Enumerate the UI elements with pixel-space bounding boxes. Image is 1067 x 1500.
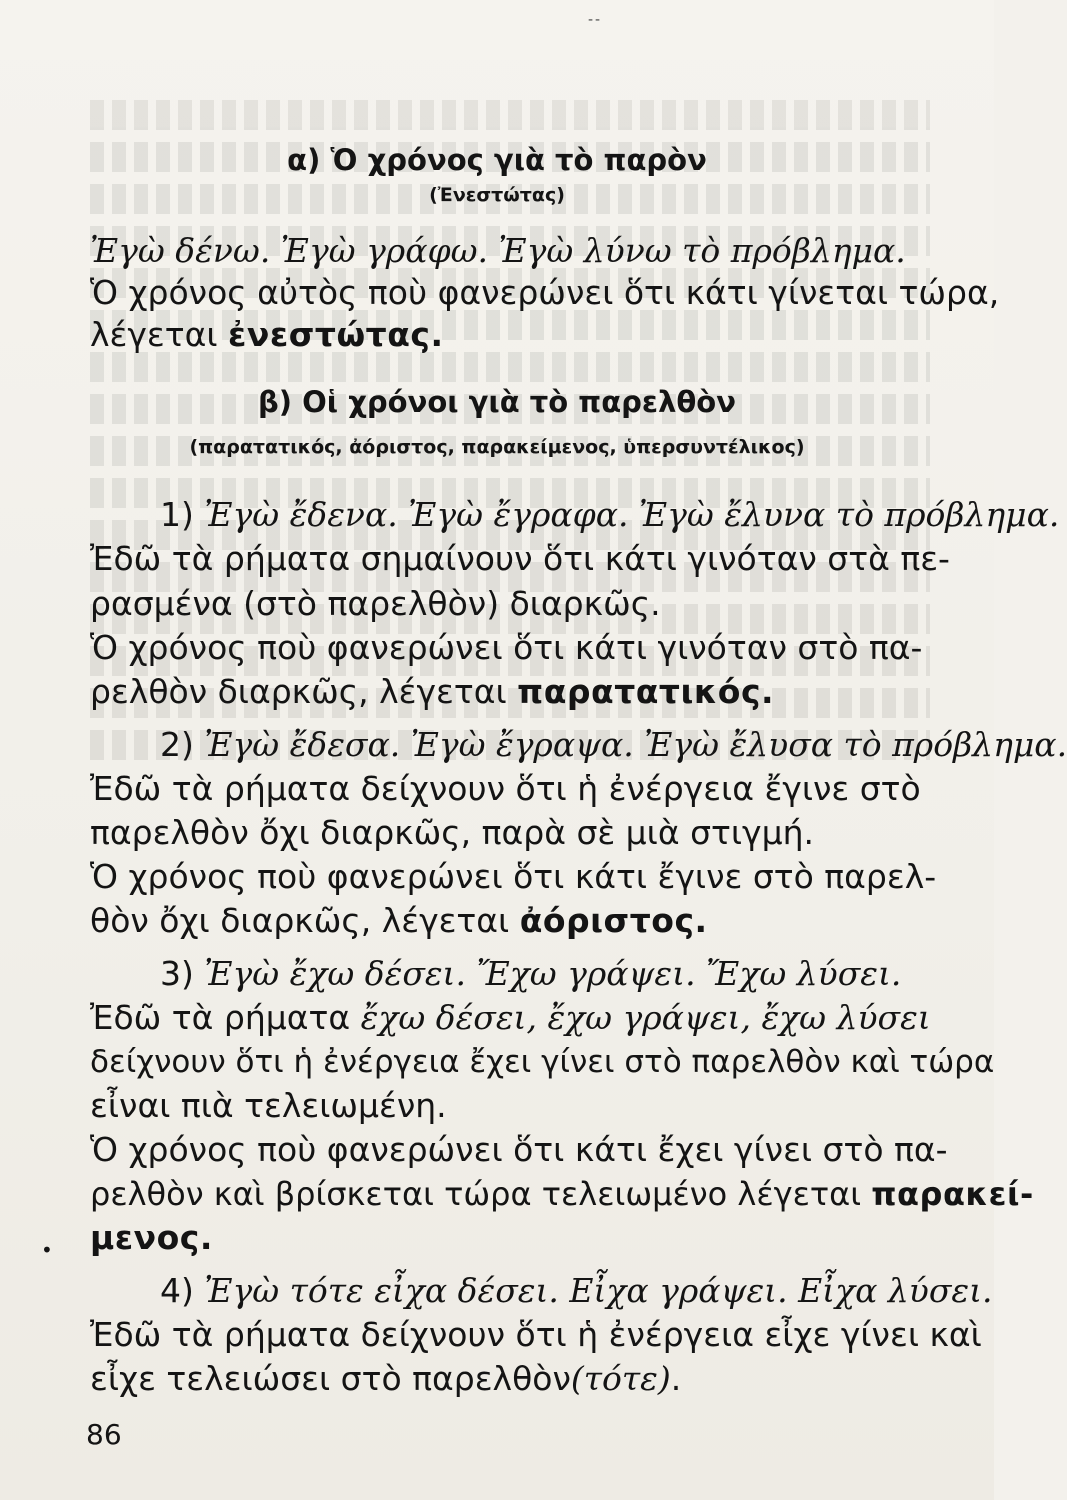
term-perfect-cont: μενος. (90, 1218, 213, 1257)
item-3-text-line: Ὁ χρόνος ποὺ φανερώνει ὅτι κάτι ἔχει γίνει στὸ πα- (90, 1130, 948, 1169)
section-b-heading: β) Οἱ χρόνοι γιὰ τὸ παρελθὸν (258, 385, 736, 419)
item-3-text-line: Ἐδῶ τὰ ρήματα ἔχω δέσει, ἔχω γράψει, ἔχω λύσει (90, 998, 931, 1037)
item-1-text-line: ρελθὸν διαρκῶς, λέγεται παρατατικός. (90, 672, 775, 711)
item-3-examples: 3) Ἐγὼ ἔχω δέσει. Ἔχω γράψει. Ἔχω λύσει. (160, 954, 902, 993)
term-perfect: παρακεί- (871, 1175, 1034, 1213)
item-3-text-line: δείχνουν ὅτι ἡ ἐνέργεια ἔχει γίνει στὸ παρελθὸν καὶ τώρα (90, 1044, 995, 1080)
item-1-text-line: ρασμένα (στὸ παρελθὸν) διαρκῶς. (90, 584, 661, 623)
section-a-text-line: Ὁ χρόνος αὐτὸς ποὺ φανερώνει ὅτι κάτι γίνεται τώρα, (90, 273, 1000, 312)
item-3-text-line: εἶναι πιὰ τελειωμένη. (90, 1086, 447, 1125)
item-1-examples: 1) Ἐγὼ ἔδενα. Ἐγὼ ἔγραφα. Ἐγὼ ἔλυνα τὸ πρόβλημα. (160, 495, 1060, 534)
term-imperfect: παρατατικός. (517, 672, 775, 711)
section-a-subheading: (Ἐνεστώτας) (429, 184, 565, 206)
item-4-examples: 4) Ἐγὼ τότε εἶχα δέσει. Εἶχα γράψει. Εἶχα λύσει. (160, 1271, 993, 1310)
item-3-text-line: ρελθὸν καὶ βρίσκεται τώρα τελειωμένο λέγεται παρακεί- (90, 1175, 1034, 1213)
item-1-text-line: Ὁ χρόνος ποὺ φανερώνει ὅτι κάτι γινόταν στὸ πα- (90, 628, 923, 667)
item-2-text-line: θὸν ὄχι διαρκῶς, λέγεται ἀόριστος. (90, 901, 708, 940)
section-a-text-line: λέγεται ἐνεστώτας. (90, 315, 444, 354)
item-2-examples: 2) Ἐγὼ ἔδεσα. Ἐγὼ ἔγραψα. Ἐγὼ ἔλυσα τὸ πρόβλημα. (160, 725, 1067, 764)
term-aorist: ἀόριστος. (519, 901, 708, 940)
item-2-text-line: Ἐδῶ τὰ ρήματα δείχνουν ὅτι ἡ ἐνέργεια ἔγινε στὸ (90, 769, 921, 808)
item-1-text-line: Ἐδῶ τὰ ρήματα σημαίνουν ὅτι κάτι γινόταν στὰ πε- (90, 539, 950, 578)
margin-dot: • (41, 1238, 53, 1262)
item-4-text-line: εἶχε τελειώσει στὸ παρελθὸν(τότε). (90, 1359, 682, 1398)
item-2-text-line: παρελθὸν ὄχι διαρκῶς, παρὰ σὲ μιὰ στιγμή. (90, 813, 814, 852)
term-present: ἐνεστώτας. (228, 315, 444, 354)
item-2-text-line: Ὁ χρόνος ποὺ φανερώνει ὅτι κάτι ἔγινε στὸ παρελ- (90, 857, 937, 896)
page-number: 86 (86, 1418, 122, 1451)
item-4-text-line: Ἐδῶ τὰ ρήματα δείχνουν ὅτι ἡ ἐνέργεια εἶχε γίνει καὶ (90, 1315, 982, 1354)
section-b-subheading: (παρατατικός, ἀόριστος, παρακείμενος, ὑπερσυντέλικος) (189, 436, 805, 458)
top-mark: -- (588, 12, 603, 28)
section-a-examples: Ἐγὼ δένω. Ἐγὼ γράφω. Ἐγὼ λύνω τὸ πρόβλημα. (90, 231, 906, 270)
section-a-heading: α) Ὁ χρόνος γιὰ τὸ παρὸν (287, 143, 707, 177)
